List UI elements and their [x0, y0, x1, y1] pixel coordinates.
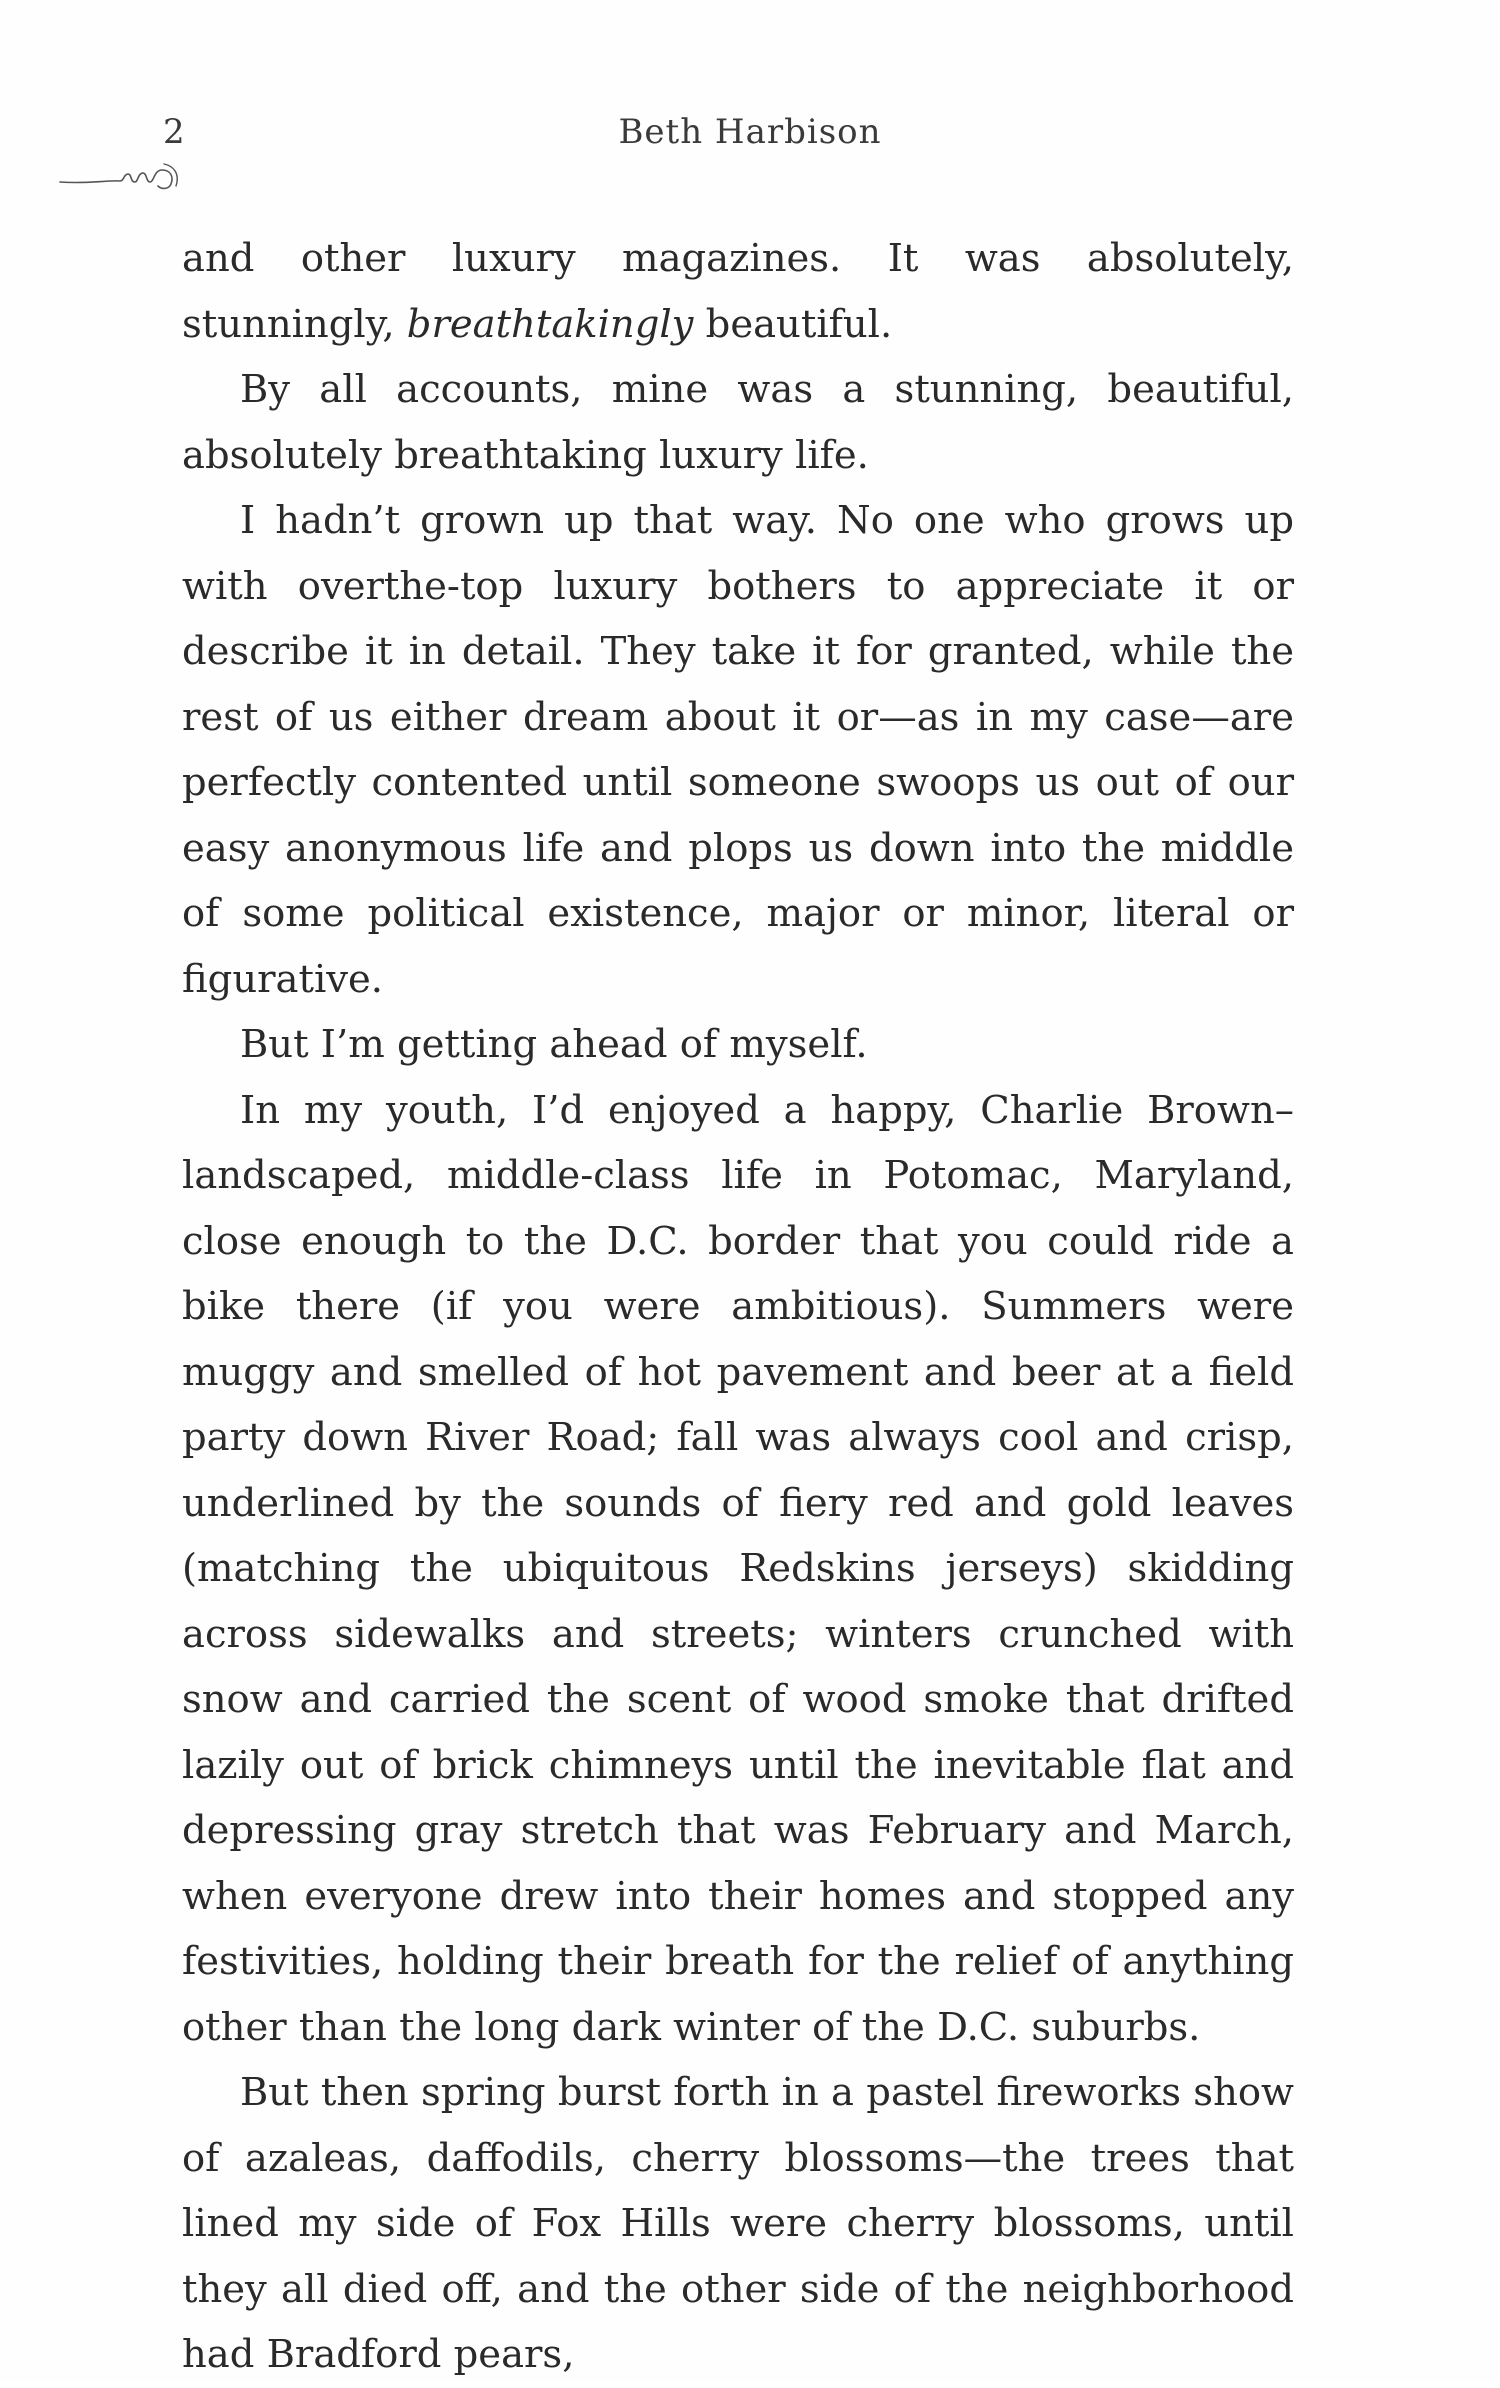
paragraph-6: But then spring burst forth in a pastel fireworks show of azaleas, daffodils, cherry blossoms—the trees that lined my side of Fox Hills were cherry blossoms, until they all died off, and the other side of the neighborhood had Bradford pears, — [182, 2070, 1294, 2377]
body-text — [182, 226, 1294, 2388]
flourish-ornament-icon — [58, 160, 188, 194]
paragraph-4: But I’m getting ahead of myself. — [240, 1022, 868, 1067]
paragraph-3: I hadn’t grown up that way. No one who grows up with overthe-top luxury bothers to appreciate it or describe it in detail. They take it for granted, while the rest of us either dream about it or—as in my case—are perfectly contented until someone swoops us out of our easy anonymous life and plops us down into the middle of some political existence, major or minor, literal or figurative. — [182, 498, 1294, 1002]
running-head-author: Beth Harbison — [618, 112, 882, 152]
paragraph-5: In my youth, I’d enjoyed a happy, Charlie Brown–landscaped, middle-class life in Potomac, Maryland, close enough to the D.C. border that you could ride a bike there (if you were ambitious). Summers were muggy and smelled of hot pavement and beer at a field party down River Road; fall was always cool and crisp, underlined by the sounds of fiery red and gold leaves (matching the ubiquitous Redskins jerseys) skidding across sidewalks and streets; winters crunched with snow and carried the scent of wood smoke that drifted lazily out of brick chimneys until the inevitable flat and depressing gray stretch that was February and March, when everyone drew into their homes and stopped any festivities, holding their breath for the relief of anything other than the long dark winter of the D.C. suburbs. — [182, 1087, 1294, 2050]
page-number: 2 — [163, 112, 185, 152]
paragraph-2: By all accounts, mine was a stunning, beautiful, absolutely breathtaking luxury life. — [182, 367, 1294, 478]
paragraph-1: and other luxury magazines. It was absolutely, stunningly, breathtakingly beautiful. — [182, 236, 1294, 347]
emphasized-word: breathtakingly — [406, 301, 694, 347]
